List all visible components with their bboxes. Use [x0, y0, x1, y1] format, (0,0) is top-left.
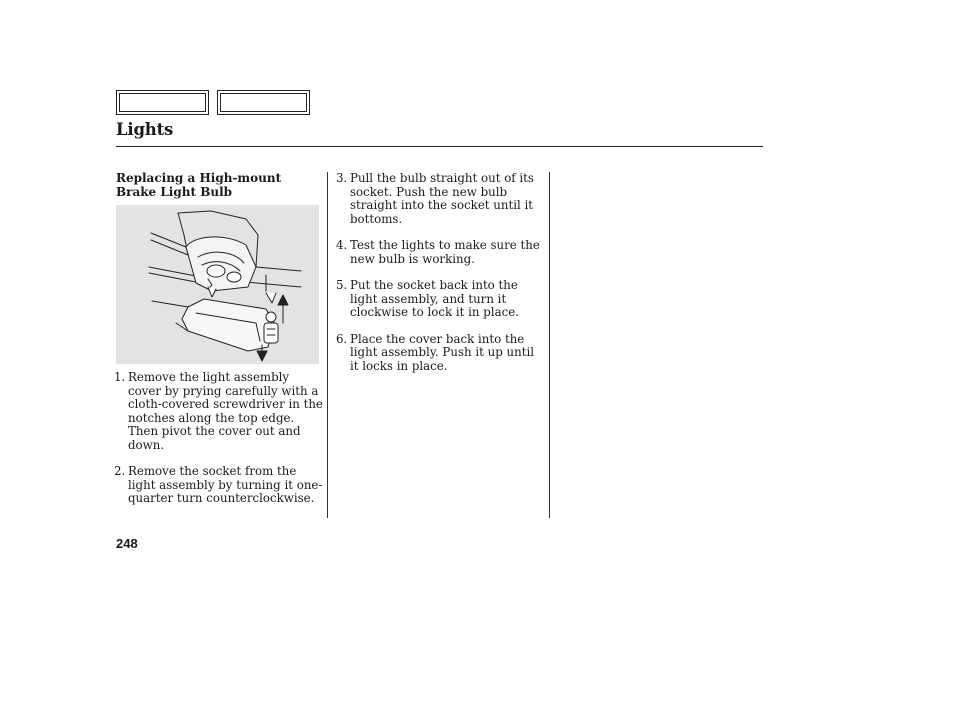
page-title: Lights	[116, 120, 174, 139]
brake-light-drawing	[116, 205, 319, 364]
step-item	[336, 239, 546, 266]
step-text: Test the lights to make sure the new bulb is working.	[350, 238, 540, 266]
steps-list-left	[114, 371, 324, 519]
section-heading: Replacing a High-mount Brake Light Bulb	[116, 171, 282, 199]
step-text: Place the cover back into the light assembly. Push it up until it locks in place.	[350, 331, 534, 373]
step-item	[114, 371, 324, 452]
step-item	[336, 279, 546, 320]
column-divider	[327, 172, 328, 518]
page-number: 248	[116, 536, 138, 551]
step-number: 4.	[336, 238, 348, 252]
step-number: 2.	[114, 464, 126, 478]
previous-section-button[interactable]	[116, 90, 209, 115]
step-number: 5.	[336, 278, 348, 292]
step-text: Put the socket back into the light assembly, and turn it clockwise to lock it in place.	[350, 278, 519, 319]
step-text: Remove the socket from the light assembly by turning it one-quarter turn counterclockwise.	[128, 464, 323, 505]
step-number: 3.	[336, 171, 348, 185]
step-text: Remove the light assembly cover by prying carefully with a cloth-covered screwdriver in the notches along the top edge. Then pivot the cover out and down.	[128, 370, 323, 452]
step-item	[336, 333, 546, 374]
column-divider	[549, 172, 550, 518]
brake-light-illustration	[116, 205, 319, 364]
step-number: 6.	[336, 331, 348, 346]
step-item	[114, 465, 324, 506]
steps-list-right	[336, 172, 546, 386]
step-text: Pull the bulb straight out of its socket. Push the new bulb straight into the socket until it bottoms.	[350, 171, 534, 226]
next-section-button[interactable]	[217, 90, 310, 115]
step-item	[336, 172, 546, 226]
title-divider	[116, 146, 763, 147]
step-number: 1.	[114, 370, 126, 384]
